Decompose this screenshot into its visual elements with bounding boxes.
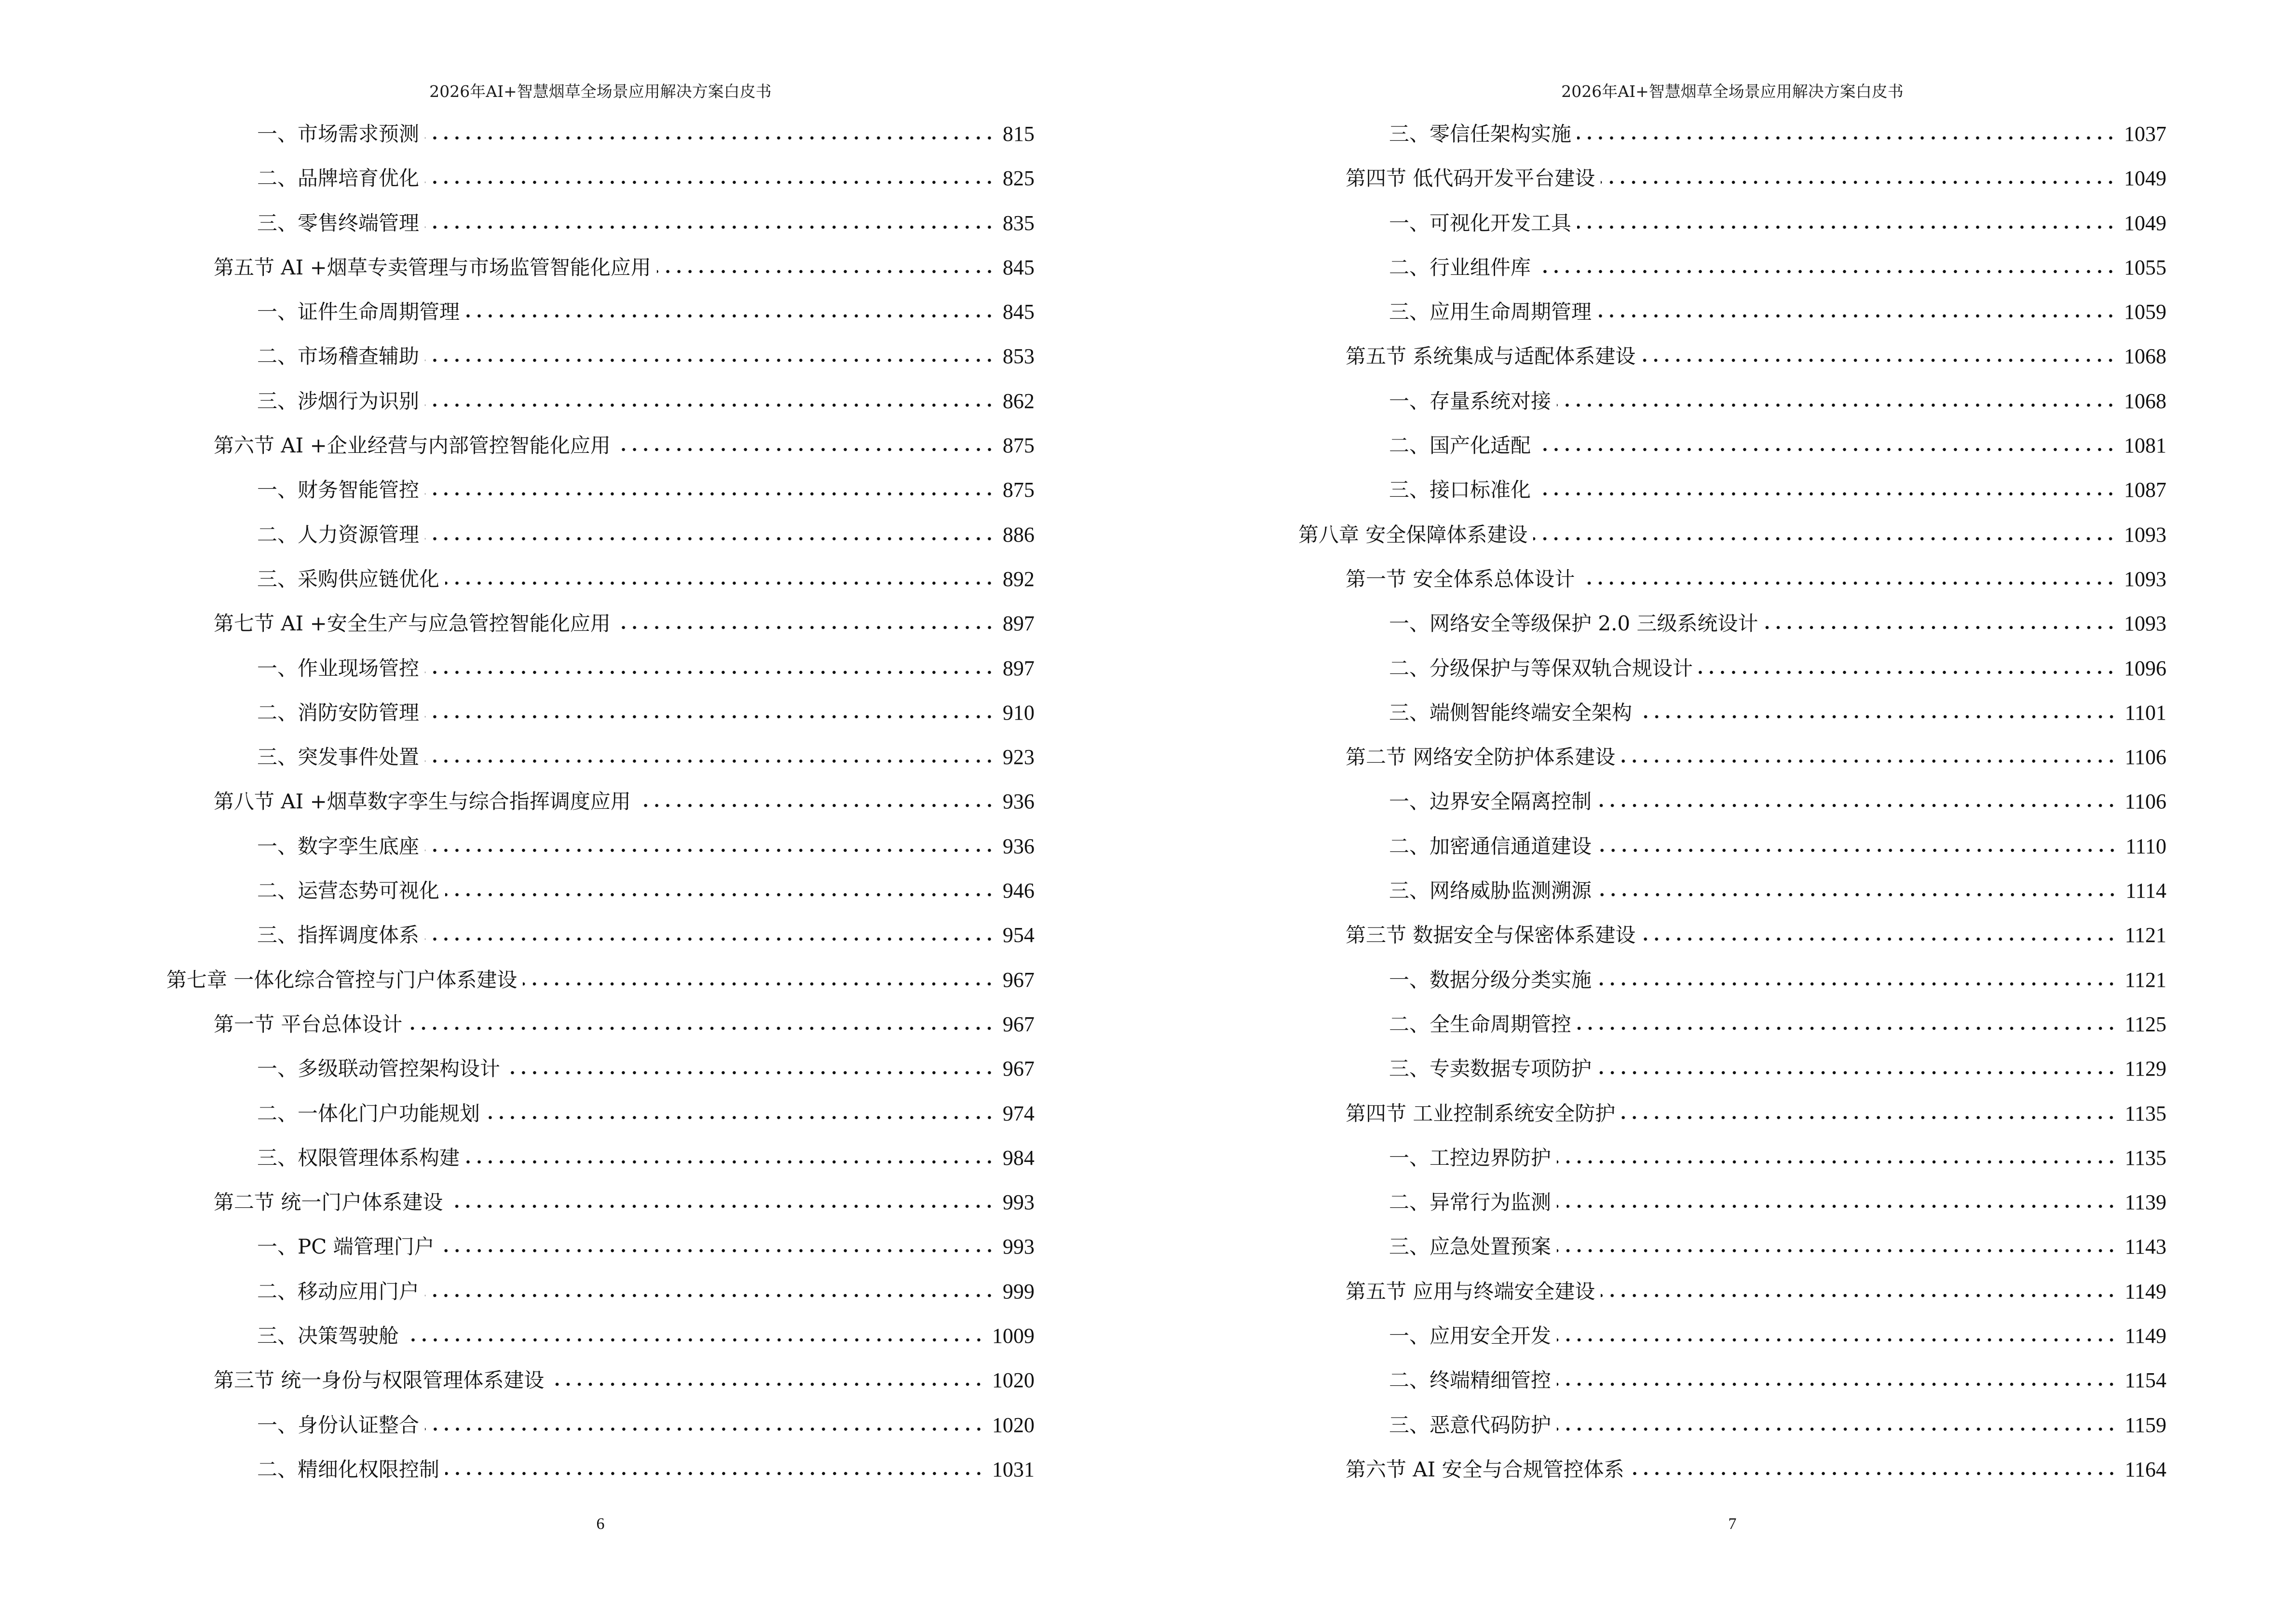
toc-section-entry[interactable] — [166, 1358, 1035, 1403]
toc-subsection-entry[interactable] — [166, 379, 1035, 423]
toc-entry-page-number: 1135 — [2124, 1101, 2166, 1125]
toc-entry-title: 三、应用生命周期管理 — [1389, 300, 1592, 324]
toc-entry-title: 二、加密通信通道建设 — [1389, 834, 1592, 858]
toc-entry-page-number: 936 — [1003, 834, 1035, 858]
toc-entry-page-number: 1149 — [2124, 1324, 2166, 1348]
toc-entry-page-number: 875 — [1003, 434, 1035, 458]
dot-leader — [445, 581, 995, 585]
dot-leader — [1597, 804, 2117, 807]
toc-entry-title: 三、网络威胁监测溯源 — [1389, 879, 1592, 903]
toc-subsection-entry[interactable] — [1298, 869, 2166, 913]
toc-entry-title: 三、采购供应链优化 — [257, 567, 440, 591]
dot-leader — [465, 314, 995, 318]
toc-entry-title: 一、存量系统对接 — [1389, 389, 1552, 413]
toc-entry-page-number: 835 — [1003, 211, 1035, 235]
toc-entry-page-number: 853 — [1003, 344, 1035, 368]
toc-subsection-entry[interactable] — [166, 735, 1035, 779]
toc-entry-page-number: 1135 — [2124, 1146, 2166, 1170]
toc-entry-title: 三、恶意代码防护 — [1389, 1413, 1552, 1437]
toc-entry-title: 第一节 安全体系总体设计 — [1346, 567, 1575, 591]
toc-entry-title: 三、涉烟行为识别 — [257, 389, 420, 413]
toc-subsection-entry[interactable] — [166, 1136, 1035, 1180]
toc-entry-page-number: 1068 — [2124, 389, 2166, 413]
toc-subsection-entry[interactable] — [166, 1403, 1035, 1447]
toc-section-entry[interactable] — [1298, 334, 2166, 379]
toc-subsection-entry[interactable] — [1298, 112, 2166, 156]
toc-entry-page-number: 1143 — [2124, 1235, 2166, 1259]
toc-entry-page-number: 892 — [1003, 567, 1035, 591]
toc-subsection-entry[interactable] — [1298, 958, 2166, 1002]
toc-subsection-entry[interactable] — [166, 1225, 1035, 1269]
toc-entry-title: 第四节 低代码开发平台建设 — [1346, 166, 1595, 191]
toc-entry-page-number: 923 — [1003, 745, 1035, 769]
dot-leader — [1577, 1026, 2117, 1030]
toc-subsection-entry[interactable] — [1298, 1136, 2166, 1180]
toc-entry-title: 二、消防安防管理 — [257, 700, 420, 724]
dot-leader — [425, 759, 995, 763]
toc-subsection-entry[interactable] — [1298, 1358, 2166, 1403]
dot-leader — [616, 626, 995, 629]
toc-entry-title: 第七节 AI +安全生产与应急管控智能化应用 — [214, 612, 611, 636]
dot-leader — [440, 1249, 995, 1253]
toc-entry-title: 二、品牌培育优化 — [257, 166, 420, 191]
dot-leader — [425, 537, 995, 541]
toc-entry-page-number: 1087 — [2124, 478, 2166, 502]
toc-subsection-entry[interactable] — [166, 290, 1035, 334]
dot-leader — [1557, 1249, 2117, 1253]
toc-entry-title: 三、端侧智能终端安全架构 — [1389, 700, 1633, 724]
toc-entry-title: 第八节 AI +烟草数字孪生与综合指挥调度应用 — [214, 790, 631, 814]
toc-entry-page-number: 1020 — [992, 1413, 1035, 1437]
toc-entry-title: 第三节 统一身份与权限管理体系建设 — [214, 1368, 545, 1392]
toc-subsection-entry[interactable] — [166, 1269, 1035, 1314]
toc-subsection-entry[interactable] — [1298, 246, 2166, 290]
toc-entry-title: 三、指挥调度体系 — [257, 923, 420, 947]
dot-leader — [1577, 136, 2116, 140]
toc-subsection-entry[interactable] — [1298, 1314, 2166, 1358]
toc-entry-page-number: 993 — [1003, 1190, 1035, 1215]
toc-entry-title: 三、突发事件处置 — [257, 745, 420, 769]
dot-leader — [1630, 1472, 2117, 1475]
dot-leader — [465, 1160, 995, 1164]
toc-entry-page-number: 1093 — [2124, 612, 2166, 636]
toc-subsection-entry[interactable] — [1298, 201, 2166, 246]
toc-entry-page-number: 862 — [1003, 389, 1035, 413]
toc-entry-page-number: 1121 — [2124, 968, 2166, 992]
toc-entry-title: 一、可视化开发工具 — [1389, 211, 1572, 235]
toc-subsection-entry[interactable] — [1298, 290, 2166, 334]
running-header: 2026年AI+智慧烟草全场景应用解决方案白皮书 — [429, 82, 772, 101]
toc-entry-title: 第七章 一体化综合管控与门户体系建设 — [166, 968, 517, 992]
toc-entry-page-number: 946 — [1003, 879, 1035, 903]
dot-leader — [1597, 314, 2116, 318]
dot-leader — [1537, 448, 2116, 451]
toc-entry-page-number: 993 — [1003, 1235, 1035, 1259]
dot-leader — [425, 937, 995, 941]
toc-entry-title: 第五节 AI +烟草专卖管理与市场监管智能化应用 — [214, 255, 651, 279]
toc-entry-title: 二、全生命周期管控 — [1389, 1012, 1572, 1036]
dot-leader — [425, 136, 995, 140]
toc-entry-title: 二、人力资源管理 — [257, 522, 420, 546]
toc-entry-title: 一、工控边界防护 — [1389, 1146, 1552, 1170]
toc-subsection-entry[interactable] — [1298, 691, 2166, 735]
dot-leader — [1601, 180, 2116, 184]
toc-entry-title: 一、网络安全等级保护 2.0 三级系统设计 — [1389, 612, 1758, 636]
toc-entry-page-number: 974 — [1003, 1101, 1035, 1125]
toc-subsection-entry[interactable] — [1298, 1180, 2166, 1225]
dot-leader — [1577, 225, 2116, 229]
toc-entry-page-number: 1031 — [992, 1457, 1035, 1481]
toc-entry-title: 三、应急处置预案 — [1389, 1235, 1552, 1259]
toc-chapter-entry[interactable] — [166, 958, 1035, 1002]
dot-leader — [1537, 492, 2116, 496]
toc-entry-page-number: 1101 — [2124, 700, 2166, 724]
toc-entry-page-number: 1009 — [992, 1324, 1035, 1348]
toc-subsection-entry[interactable] — [1298, 1047, 2166, 1091]
toc-subsection-entry[interactable] — [1298, 468, 2166, 512]
toc-subsection-entry[interactable] — [166, 913, 1035, 957]
dot-leader — [405, 1338, 984, 1342]
dot-leader — [616, 448, 995, 451]
toc-entry-page-number: 967 — [1003, 968, 1035, 992]
toc-entry-title: 三、零信任架构实施 — [1389, 122, 1572, 146]
toc-entry-title: 三、专卖数据专项防护 — [1389, 1057, 1592, 1081]
toc-entry-title: 一、财务智能管控 — [257, 478, 420, 502]
toc-entry-title: 一、边界安全隔离控制 — [1389, 790, 1592, 814]
dot-leader — [657, 270, 995, 273]
toc-entry-page-number: 1114 — [2125, 879, 2166, 903]
dot-leader — [408, 1026, 995, 1030]
toc-entry-title: 二、市场稽查辅助 — [257, 344, 420, 368]
toc-subsection-entry[interactable] — [166, 869, 1035, 913]
toc-entry-title: 一、数据分级分类实施 — [1389, 968, 1592, 992]
table-of-contents — [166, 112, 1035, 1492]
toc-entry-title: 一、多级联动管控架构设计 — [257, 1057, 501, 1081]
toc-entry-page-number: 910 — [1003, 700, 1035, 724]
toc-subsection-entry[interactable] — [1298, 646, 2166, 691]
toc-subsection-entry[interactable] — [1298, 1225, 2166, 1269]
dot-leader — [1597, 1071, 2117, 1075]
toc-entry-page-number: 954 — [1003, 923, 1035, 947]
toc-chapter-entry[interactable] — [1298, 513, 2166, 557]
dot-leader — [550, 1382, 984, 1386]
dot-leader — [425, 358, 995, 362]
toc-entry-page-number: 936 — [1003, 790, 1035, 814]
dot-leader — [506, 1071, 995, 1075]
toc-entry-page-number: 897 — [1003, 656, 1035, 680]
toc-entry-title: 第三节 数据安全与保密体系建设 — [1346, 923, 1636, 947]
toc-entry-page-number: 897 — [1003, 612, 1035, 636]
dot-leader — [1638, 715, 2117, 719]
toc-entry-title: 第二节 网络安全防护体系建设 — [1346, 745, 1616, 769]
dot-leader — [1641, 358, 2116, 362]
toc-subsection-entry[interactable] — [166, 1447, 1035, 1492]
toc-entry-title: 一、应用安全开发 — [1389, 1324, 1552, 1348]
page-right — [1132, 0, 2275, 1624]
toc-entry-page-number: 1110 — [2125, 834, 2166, 858]
toc-subsection-entry[interactable] — [1298, 1002, 2166, 1047]
toc-entry-title: 第四节 工业控制系统安全防护 — [1346, 1101, 1616, 1125]
toc-entry-title: 二、终端精细管控 — [1389, 1368, 1552, 1392]
toc-subsection-entry[interactable] — [1298, 779, 2166, 824]
toc-entry-page-number: 825 — [1003, 166, 1035, 191]
toc-entry-page-number: 1096 — [2124, 656, 2166, 680]
toc-entry-title: 二、分级保护与等保双轨合规设计 — [1389, 656, 1693, 680]
toc-entry-page-number: 1159 — [2124, 1413, 2166, 1437]
toc-subsection-entry[interactable] — [166, 1047, 1035, 1091]
toc-entry-page-number: 1037 — [2124, 122, 2166, 146]
toc-entry-page-number: 1049 — [2124, 166, 2166, 191]
toc-entry-title: 一、市场需求预测 — [257, 122, 420, 146]
toc-entry-page-number: 1106 — [2124, 790, 2166, 814]
dot-leader — [1557, 1338, 2117, 1342]
toc-section-entry[interactable] — [166, 779, 1035, 824]
toc-entry-title: 一、作业现场管控 — [257, 656, 420, 680]
toc-entry-page-number: 1093 — [2124, 567, 2166, 591]
dot-leader — [637, 804, 995, 807]
toc-subsection-entry[interactable] — [166, 1092, 1035, 1136]
toc-subsection-entry[interactable] — [1298, 423, 2166, 468]
dot-leader — [425, 403, 995, 407]
toc-subsection-entry[interactable] — [166, 691, 1035, 735]
toc-entry-title: 三、接口标准化 — [1389, 478, 1531, 502]
toc-section-entry[interactable] — [1298, 156, 2166, 201]
toc-entry-title: 一、数字孪生底座 — [257, 834, 420, 858]
toc-entry-page-number: 815 — [1003, 122, 1035, 146]
toc-entry-title: 二、国产化适配 — [1389, 434, 1531, 458]
dot-leader — [486, 1116, 995, 1119]
toc-entry-page-number: 845 — [1003, 255, 1035, 279]
toc-subsection-entry[interactable] — [166, 557, 1035, 601]
dot-leader — [1537, 270, 2116, 273]
toc-entry-page-number: 1106 — [2124, 745, 2166, 769]
dot-leader — [425, 225, 995, 229]
toc-subsection-entry[interactable] — [1298, 824, 2166, 869]
toc-entry-page-number: 967 — [1003, 1057, 1035, 1081]
toc-section-entry[interactable] — [1298, 735, 2166, 779]
toc-subsection-entry[interactable] — [166, 513, 1035, 557]
dot-leader — [1580, 581, 2116, 585]
toc-entry-title: 一、证件生命周期管理 — [257, 300, 460, 324]
toc-entry-page-number: 1059 — [2124, 300, 2166, 324]
toc-entry-page-number: 1020 — [992, 1368, 1035, 1392]
toc-subsection-entry[interactable] — [166, 1314, 1035, 1358]
dot-leader — [425, 1294, 995, 1297]
running-header: 2026年AI+智慧烟草全场景应用解决方案白皮书 — [1561, 82, 1904, 101]
toc-entry-page-number: 1154 — [2124, 1368, 2166, 1392]
toc-section-entry[interactable] — [1298, 913, 2166, 957]
page-number: 7 — [1728, 1515, 1737, 1533]
toc-subsection-entry[interactable] — [166, 646, 1035, 691]
toc-entry-title: 第八章 安全保障体系建设 — [1298, 522, 1528, 546]
toc-entry-title: 第六节 AI +企业经营与内部管控智能化应用 — [214, 434, 611, 458]
dot-leader — [1557, 1427, 2117, 1431]
toc-subsection-entry[interactable] — [166, 201, 1035, 246]
toc-section-entry[interactable] — [166, 1002, 1035, 1047]
toc-entry-page-number: 1149 — [2124, 1279, 2166, 1303]
toc-entry-page-number: 999 — [1003, 1279, 1035, 1303]
toc-entry-title: 一、身份认证整合 — [257, 1413, 420, 1437]
toc-entry-page-number: 1081 — [2124, 434, 2166, 458]
toc-section-entry[interactable] — [1298, 1447, 2166, 1492]
page-number: 6 — [596, 1515, 605, 1533]
toc-entry-page-number: 1093 — [2124, 522, 2166, 546]
dot-leader — [1699, 670, 2116, 674]
dot-leader — [1597, 893, 2118, 897]
toc-entry-page-number: 1129 — [2124, 1057, 2166, 1081]
toc-entry-page-number: 875 — [1003, 478, 1035, 502]
dot-leader — [1533, 537, 2116, 541]
toc-entry-title: 第一节 平台总体设计 — [214, 1012, 403, 1036]
toc-entry-page-number: 1055 — [2124, 255, 2166, 279]
dot-leader — [1557, 403, 2116, 407]
toc-entry-title: 二、精细化权限控制 — [257, 1457, 440, 1481]
toc-section-entry[interactable] — [166, 601, 1035, 646]
toc-entry-title: 三、权限管理体系构建 — [257, 1146, 460, 1170]
toc-entry-title: 三、决策驾驶舱 — [257, 1324, 399, 1348]
dot-leader — [1557, 1382, 2117, 1386]
toc-subsection-entry[interactable] — [1298, 1403, 2166, 1447]
toc-entry-page-number: 1139 — [2124, 1190, 2166, 1215]
dot-leader — [1597, 982, 2117, 986]
toc-section-entry[interactable] — [1298, 1269, 2166, 1314]
toc-entry-page-number: 1125 — [2124, 1012, 2166, 1036]
toc-subsection-entry[interactable] — [166, 334, 1035, 379]
toc-entry-page-number: 1049 — [2124, 211, 2166, 235]
dot-leader — [425, 848, 995, 852]
toc-section-entry[interactable] — [1298, 557, 2166, 601]
toc-section-entry[interactable] — [1298, 1092, 2166, 1136]
toc-entry-page-number: 1164 — [2124, 1457, 2166, 1481]
toc-section-entry[interactable] — [166, 423, 1035, 468]
toc-entry-page-number: 1121 — [2124, 923, 2166, 947]
toc-entry-title: 一、PC 端管理门户 — [257, 1235, 435, 1259]
toc-entry-title: 第六节 AI 安全与合规管控体系 — [1346, 1457, 1624, 1481]
dot-leader — [1621, 759, 2117, 763]
toc-entry-title: 二、异常行为监测 — [1389, 1190, 1552, 1215]
toc-subsection-entry[interactable] — [166, 156, 1035, 201]
dot-leader — [1621, 1116, 2117, 1119]
dot-leader — [445, 893, 995, 897]
toc-entry-page-number: 984 — [1003, 1146, 1035, 1170]
dot-leader — [449, 1204, 995, 1208]
dot-leader — [523, 982, 995, 986]
toc-subsection-entry[interactable] — [1298, 601, 2166, 646]
toc-entry-title: 第五节 系统集成与适配体系建设 — [1346, 344, 1636, 368]
toc-entry-title: 二、运营态势可视化 — [257, 879, 440, 903]
toc-entry-title: 第二节 统一门户体系建设 — [214, 1190, 443, 1215]
dot-leader — [425, 670, 995, 674]
toc-section-entry[interactable] — [166, 1180, 1035, 1225]
dot-leader — [1601, 1294, 2117, 1297]
dot-leader — [1641, 937, 2117, 941]
dot-leader — [1764, 626, 2117, 629]
table-of-contents — [1298, 112, 2166, 1492]
toc-subsection-entry[interactable] — [166, 112, 1035, 156]
dot-leader — [425, 715, 995, 719]
dot-leader — [1557, 1160, 2117, 1164]
dot-leader — [1597, 848, 2118, 852]
toc-subsection-entry[interactable] — [166, 468, 1035, 512]
toc-section-entry[interactable] — [166, 246, 1035, 290]
dot-leader — [425, 1427, 984, 1431]
toc-entry-page-number: 967 — [1003, 1012, 1035, 1036]
toc-entry-title: 第五节 应用与终端安全建设 — [1346, 1279, 1595, 1303]
toc-subsection-entry[interactable] — [1298, 379, 2166, 423]
dot-leader — [425, 492, 995, 496]
toc-entry-title: 二、移动应用门户 — [257, 1279, 420, 1303]
toc-entry-page-number: 845 — [1003, 300, 1035, 324]
toc-entry-page-number: 1068 — [2124, 344, 2166, 368]
dot-leader — [425, 180, 995, 184]
toc-entry-title: 二、行业组件库 — [1389, 255, 1531, 279]
dot-leader — [1557, 1204, 2117, 1208]
toc-entry-title: 二、一体化门户功能规划 — [257, 1101, 480, 1125]
toc-subsection-entry[interactable] — [166, 824, 1035, 869]
toc-entry-title: 三、零售终端管理 — [257, 211, 420, 235]
dot-leader — [445, 1472, 984, 1475]
toc-entry-page-number: 886 — [1003, 522, 1035, 546]
